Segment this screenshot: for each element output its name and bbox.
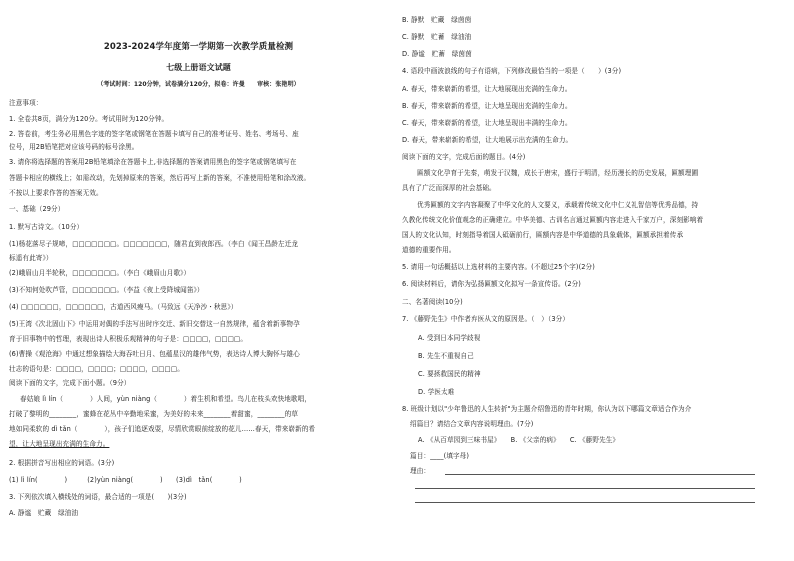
exam-meta: （考试时间：120分钟，试卷满分120分，拟卷：许曼 审核：张艳明） [97, 81, 300, 88]
left-line: 不按以上要求作答的答案无效。 [9, 189, 103, 197]
right-line: A. 春天，带来崭新的希望，让大地展现出充满的生命力。 [402, 85, 572, 93]
right-line: 8. 班级计划以"少年鲁迅的人生转折"为主题介绍鲁迅的青年时期，你认为以下哪篇文章适合作为介 [402, 405, 692, 413]
right-line: 道德的重要作用。 [402, 246, 456, 254]
left-line: 地如同柔软的 dì tǎn（ ），孩子们追逐戏耍，尽情欣赏眼前绽放的花儿……春天，带来崭新的希 [9, 425, 316, 433]
left-line: 2. 答卷前，考生务必用黑色字迹的签字笔或钢笔在答题卡填写自己的准考证号、姓名、考场号、座 [9, 130, 299, 138]
left-line: 壮志的语句是：□□□□，□□□□；□□□□，□□□□。 [9, 365, 184, 373]
right-line: 理由： [410, 467, 431, 475]
left-line: 答题卡相应的横线上；如需改动，先划掉原来的答案，然后再写上新的答案，不准使用铅笔和涂改液。 [9, 174, 311, 182]
answer-line [445, 474, 755, 475]
right-line: 7. 《藤野先生》中作者弃医从文的原因是。（ ）（3分） [402, 315, 570, 323]
right-line: A. 《从百草园到三味书屋》 B. 《父亲的病》 C. 《藤野先生》 [418, 436, 620, 444]
right-line: 优秀匾额的文字内容凝聚了中华文化的人文要义，承载着传统文化中仁义礼智信等优秀品德，持 [417, 201, 699, 209]
right-line: C. 静默 贮蓄 绿油油 [402, 33, 472, 41]
left-line: 3. 请你将选择题的答案用2B铅笔填涂在答题卡上,非选择题的答案请用黑色的签字笔或钢笔填写在 [9, 158, 297, 166]
answer-line [415, 488, 755, 489]
right-line: 匾额文化孕育于先秦，萌发于汉魏，成长于唐宋，盛行于明清，经历漫长的历史发展，匾额理圃 [417, 169, 699, 177]
right-line: 国人的文化认知，时刻指导着国人砥砺前行，匾额内容是中华道德的具象载体，匾额承担着传承 [402, 231, 684, 239]
right-line: C. 春天，带来崭新的希望，让大地呈现出丰满的生命力。 [402, 119, 572, 127]
right-line: 5. 请用一句话概括以上选材料的主要内容。(不超过25个字)(2分) [402, 263, 595, 271]
right-line: 绍篇目？请结合文章内容说明理由。(7分) [410, 420, 534, 428]
answer-line [415, 502, 755, 503]
left-line: 1. 全卷共8页，满分为120分。考试用时为120分钟。 [9, 115, 169, 123]
left-line: (3)不知何处吹芦管，□□□□□□□。（李益《夜上受降城闻笛》） [9, 286, 204, 294]
left-line: 标遥有此寄》） [9, 254, 53, 262]
right-line: D. 学医太难 [418, 388, 455, 396]
left-line: 一、基础（29分） [9, 205, 65, 213]
left-line: 2. 根据拼音写出相应的词语。(3分) [9, 459, 115, 467]
left-line: 3. 下列依次填入横线处的词语，最合适的一项是( )(3分) [9, 493, 187, 501]
left-line: (1) lì lín( ) (2)yùn niàng( ) (3)dì tǎn( ) [9, 476, 242, 484]
left-line: 育于旧事物中的哲理，表现出诗人积极乐观精神的句子是：□□□□，□□□□。 [9, 335, 248, 343]
right-line: 4. 语段中画波浪线的句子有语病，下列修改最恰当的一项是（ ）(3分) [402, 67, 622, 75]
left-line: 打破了黎明的________，蜜蜂在花丛中辛勤地采蜜，为美好的未来________着甜蜜，________的草 [9, 410, 299, 418]
exam-subtitle: 七级上册语文试题 [166, 63, 231, 72]
right-line: B. 静默 贮藏 绿茵茵 [402, 16, 472, 24]
left-line: (5)王湾《次北固山下》中运用对偶的手法写出时序交迁、新旧交替这一自然规律，蕴含着新事物孕 [9, 320, 300, 328]
right-line: 篇目：____(填字母) [410, 452, 470, 460]
left-line: 春姑娘 lì lín（ ）人间，yùn niàng（ ）着生机和希望。鸟儿在枝头欢快地歌唱， [20, 395, 312, 403]
right-line: D. 静谧 贮蓄 绿茵茵 [402, 50, 472, 58]
right-line: 具有了广泛而深厚的社会基础。 [402, 184, 496, 192]
left-line: (6)曹操《观沧海》中通过想象描绘大海吞吐日月、包蕴星汉的雄伟气势，表达诗人博大胸怀与雄心 [9, 350, 300, 358]
right-line: B. 春天，带来崭新的希望，让大地呈现出充满的生命力。 [402, 102, 572, 110]
left-line: A. 静谧 贮藏 绿油油 [9, 509, 79, 517]
left-line: 望，让大地呈现出充满的生命力。 [9, 440, 110, 448]
right-line: C. 要拯救国民的精神 [418, 370, 481, 378]
right-line: 二、名著阅读(10分) [402, 298, 463, 306]
right-line: B. 先生不重视自己 [418, 352, 474, 360]
right-line: 阅读下面的文字，完成后面的题目。(4分) [402, 153, 526, 161]
exam-title: 2023-2024学年度第一学期第一次教学质量检测 [103, 42, 294, 52]
left-line: (1)杨花落尽子规啼，□□□□□□□。□□□□□□□，随君直到夜郎西。（李白《闻王昌龄左迁龙 [9, 240, 299, 248]
left-line: (2)峨眉山月半轮秋，□□□□□□□。（李白《峨眉山月歌》） [9, 269, 191, 277]
left-line: 注意事项： [9, 99, 43, 107]
right-line: A. 受到日本同学歧视 [418, 334, 481, 342]
right-line: 久教化传统文化价值观念的正确建立。中华美德、古训名言通过匾额内容走进入千家万户，深刻影响着 [402, 216, 704, 224]
right-line: D. 春天，带来崭新的希望，让大地展示出充满的生命力。 [402, 136, 573, 144]
left-line: (4) □□□□□□，□□□□□□，古道西风瘦马。（马致远《天净沙・秋思》） [9, 303, 238, 311]
left-line: 1. 默写古诗文。（10分） [9, 223, 84, 231]
left-line: 阅读下面的文字，完成下面小题。（9分） [9, 379, 131, 387]
left-line: 位号，用2B铅笔把对应该号码的标号涂黑。 [9, 143, 139, 151]
right-line: 6. 阅读材料后，请你为弘扬匾额文化拟写一条宣传语。(2分) [402, 280, 581, 288]
